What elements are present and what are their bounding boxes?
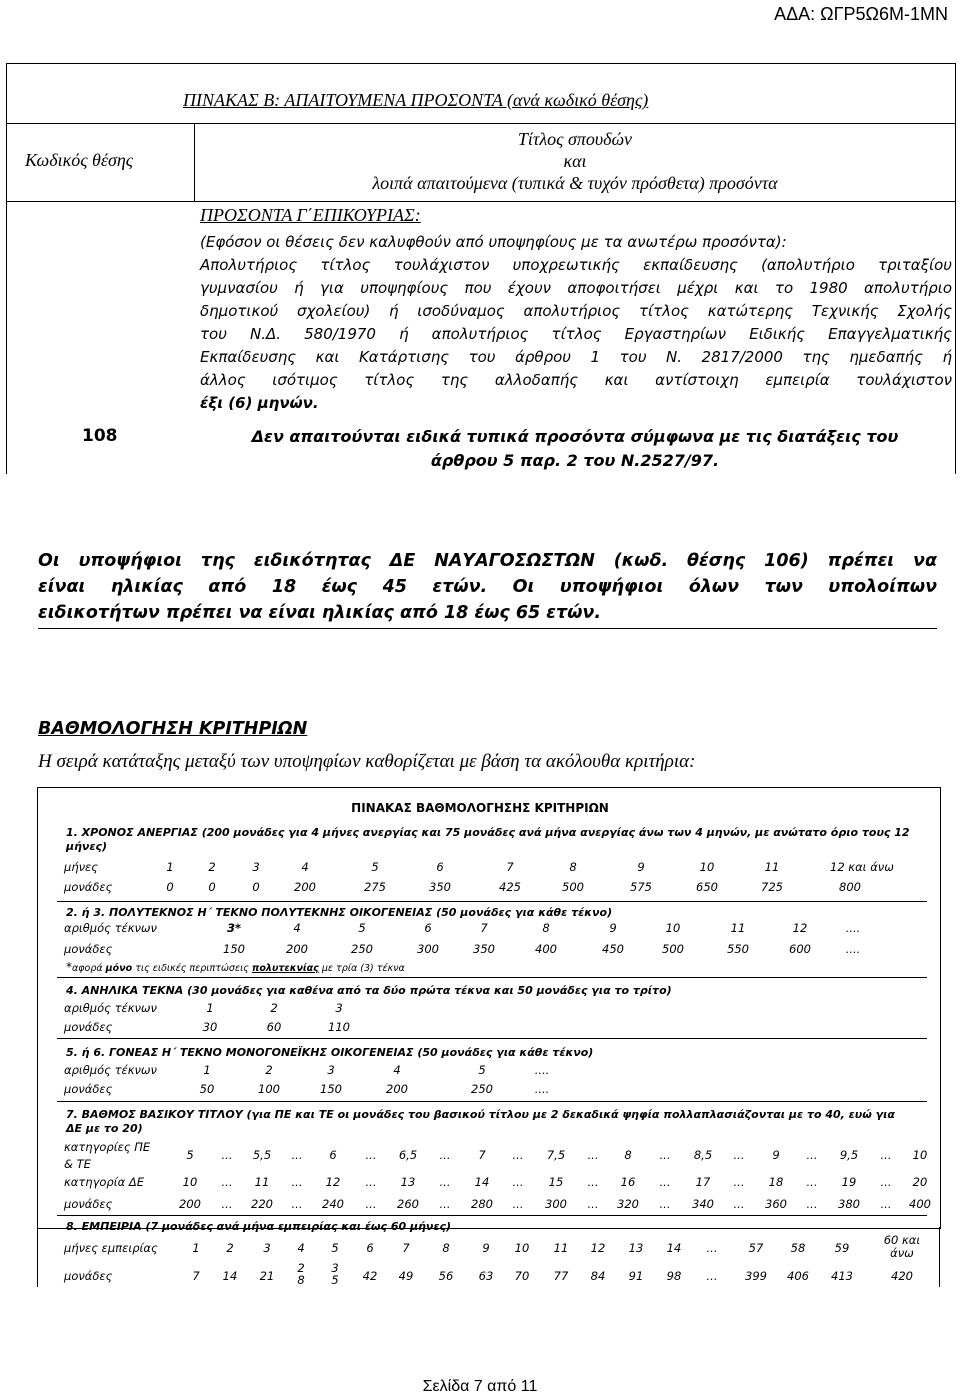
criterion-divider xyxy=(57,1215,927,1216)
age-note-line: είναι ηλικίας από 18 έως 45 ετών. Οι υποψήφιοι όλων των υπολοίπων xyxy=(38,577,937,597)
table-cell: 5 xyxy=(371,860,379,874)
table-cell: 4 xyxy=(297,1241,305,1255)
table-cell: 0 xyxy=(166,880,174,894)
table-cell: 60 και άνω xyxy=(883,1233,921,1260)
months-label: μήνες xyxy=(64,860,98,874)
table-cell: 150 xyxy=(320,1082,342,1096)
aux-line: άλλος ισότιμος τίτλος της αλλοδαπής και αντίστοιχη εμπειρία τουλάχιστον xyxy=(200,371,952,389)
table-cell: 10 xyxy=(514,1241,530,1255)
table-cell: 3 xyxy=(335,1001,343,1015)
table-cell: 63 xyxy=(478,1269,494,1283)
table-cell: ... xyxy=(439,1175,451,1189)
table-cell: 8 xyxy=(624,1148,632,1162)
table-cell: 650 xyxy=(696,880,718,894)
table-cell: 10 xyxy=(182,1175,198,1189)
table-cell: 1 xyxy=(203,1063,211,1077)
position-108-line: Δεν απαιτούνται ειδικά τυπικά προσόντα σύμφωνα με τις διατάξεις του xyxy=(251,427,899,446)
table-cell: ... xyxy=(659,1197,671,1211)
table-cell: 20 xyxy=(912,1175,928,1189)
table-cell: 8 xyxy=(542,921,550,935)
table-cell: 406 xyxy=(787,1269,809,1283)
table-cell: 5,5 xyxy=(252,1148,272,1162)
note-text: τις ειδικές περιπτώσεις xyxy=(132,963,252,974)
table-cell: 340 xyxy=(692,1197,714,1211)
table-cell: 13 xyxy=(628,1241,644,1255)
table-cell: 2 xyxy=(226,1241,234,1255)
table-cell: 7,5 xyxy=(546,1148,566,1162)
table-cell: .... xyxy=(845,942,861,956)
table-cell: 399 xyxy=(745,1269,767,1283)
children-label: αριθμός τέκνων xyxy=(64,1001,157,1015)
category-pe-label-cont: & ΤΕ xyxy=(64,1157,91,1171)
table-cell: ... xyxy=(512,1175,524,1189)
auxiliary-requirements xyxy=(200,231,952,415)
table-cell: 30 xyxy=(202,1020,218,1034)
criterion-divider xyxy=(57,901,927,902)
criterion-1-title: 1. ΧΡΟΝΟΣ ΑΝΕΡΓΙΑΣ (200 μονάδες για 4 μήνες ανεργίας και 75 μονάδες ανά μήνα ανεργίας άνω των 4 μηνών, με ανώτατο όριο τους 12 xyxy=(66,826,910,839)
table-cell: 5 xyxy=(358,921,366,935)
table-cell: 6 xyxy=(424,921,432,935)
criterion-7-title: 7. ΒΑΘΜΟΣ ΒΑΣΙΚΟΥ ΤΙΤΛΟΥ (για ΠΕ και ΤΕ οι μονάδες του βασικού τίτλου με 2 δεκαδικά ψηφία πολλαπλασιάζονται με το 40, ευώ για xyxy=(66,1108,895,1121)
table-cell: 7 xyxy=(506,860,514,874)
table-cell: 56 xyxy=(438,1269,454,1283)
table-cell: 2 xyxy=(265,1063,273,1077)
table-cell: ... xyxy=(806,1197,818,1211)
points-label: μονάδες xyxy=(64,1020,113,1034)
table-cell: 12 xyxy=(590,1241,606,1255)
table-cell: 0 xyxy=(208,880,216,894)
table-cell: ... xyxy=(587,1148,599,1162)
table-cell: ... xyxy=(291,1175,303,1189)
table-cell: ... xyxy=(221,1175,233,1189)
table-cell: 100 xyxy=(258,1082,280,1096)
table-left-edge xyxy=(37,1227,38,1287)
table-cell: 3 xyxy=(327,1063,335,1077)
criterion-8-title: 8. ΕΜΠΕΙΡΙΑ (7 μονάδες ανά μήνα εμπειρίας και έως 60 μήνες) xyxy=(66,1220,452,1233)
table-cell: 14 xyxy=(222,1269,238,1283)
criterion-1-title-cont: μήνες) xyxy=(66,840,108,853)
column-header-title xyxy=(195,128,955,194)
table-cell: ... xyxy=(733,1197,745,1211)
age-note-line: ειδικοτήτων πρέπει να είναι ηλικίας από 18 έως 65 ετών. xyxy=(38,603,601,623)
table-cell: 42 xyxy=(362,1269,378,1283)
table-cell: 5 xyxy=(478,1063,486,1077)
table-cell: 57 xyxy=(748,1241,764,1255)
criterion-4-title: 4. ΑΝΗΛΙΚΑ ΤΕΚΝΑ (30 μονάδες για καθένα από τα δύο πρώτα τέκνα και 50 μονάδες για το τρίτο) xyxy=(66,984,672,997)
table-cell: ... xyxy=(439,1148,451,1162)
table-cell: 2 8 xyxy=(297,1261,305,1287)
table-cell: 11 xyxy=(764,860,780,874)
table-cell: 550 xyxy=(727,942,749,956)
table-cell: 575 xyxy=(630,880,652,894)
table-divider xyxy=(6,123,956,124)
table-cell: 350 xyxy=(473,942,495,956)
table-cell: ... xyxy=(221,1197,233,1211)
note-text: αφορά xyxy=(72,963,106,974)
table-cell: 14 xyxy=(666,1241,682,1255)
table-cell: 7 xyxy=(402,1241,410,1255)
table-cell: 350 xyxy=(429,880,451,894)
table-cell: 21 xyxy=(259,1269,275,1283)
aux-line: δημοτικού σχολείου) ή ισοδύναμος απολυτήριος τίτλος κατώτερης Τεχνικής Σχολής xyxy=(200,302,952,320)
table-cell: .... xyxy=(534,1063,550,1077)
table-cell: 7 xyxy=(480,921,488,935)
table-cell: 3 5 xyxy=(331,1261,339,1287)
table-cell: 500 xyxy=(562,880,584,894)
table-cell: .... xyxy=(845,921,861,935)
aux-line: Απολυτήριος τίτλος τουλάχιστον υποχρεωτικής εκπαίδευσης (απολυτήριο τριταξίου xyxy=(200,256,952,274)
table-cell: 60 xyxy=(266,1020,282,1034)
table-cell: 4 xyxy=(393,1063,401,1077)
table-cell: 1 xyxy=(206,1001,214,1015)
table-cell: 280 xyxy=(471,1197,493,1211)
table-cell: 4 xyxy=(301,860,309,874)
table-cell: 58 xyxy=(790,1241,806,1255)
table-cell: 150 xyxy=(223,942,245,956)
table-cell: 250 xyxy=(351,942,373,956)
criterion-divider xyxy=(57,1101,927,1102)
table-cell: ... xyxy=(291,1197,303,1211)
table-cell: 11 xyxy=(730,921,746,935)
table-cell: 12 και άνω xyxy=(830,860,894,874)
table-cell: 9 xyxy=(772,1148,780,1162)
table-cell: 19 xyxy=(841,1175,857,1189)
points-label: μονάδες xyxy=(64,1082,113,1096)
table-cell: 11 xyxy=(553,1241,569,1255)
table-cell: 2 xyxy=(270,1001,278,1015)
table-cell: ... xyxy=(221,1148,233,1162)
table-cell: 9 xyxy=(637,860,645,874)
grading-table-title: ΠΙΝΑΚΑΣ ΒΑΘΜΟΛΟΓΗΣΗΣ ΚΡΙΤΗΡΙΩΝ xyxy=(351,801,609,815)
criterion-2-note xyxy=(66,960,405,974)
table-cell: 98 xyxy=(666,1269,682,1283)
children-label: αριθμός τέκνων xyxy=(64,1063,157,1077)
note-asterisk: * xyxy=(66,960,72,974)
table-cell: 400 xyxy=(909,1197,931,1211)
table-cell: 12 xyxy=(325,1175,341,1189)
table-cell: 6 xyxy=(436,860,444,874)
auxiliary-heading: ΠΡΟΣΟΝΤΑ Γ΄ΕΠΙΚΟΥΡΙΑΣ: xyxy=(200,205,421,225)
table-cell: 275 xyxy=(364,880,386,894)
column-header-title-line: λοιπά απαιτούμενα (τυπικά & τυχόν πρόσθετα) προσόντα xyxy=(372,173,778,193)
table-cell: 9,5 xyxy=(839,1148,859,1162)
table-cell: ... xyxy=(365,1148,377,1162)
table-cell: ... xyxy=(659,1175,671,1189)
category-pe-label: κατηγορίες ΠΕ xyxy=(64,1140,151,1154)
table-cell: 6,5 xyxy=(398,1148,418,1162)
position-108-requirements xyxy=(195,425,955,473)
table-cell: 360 xyxy=(765,1197,787,1211)
table-cell: 200 xyxy=(286,942,308,956)
document-code: ΑΔΑ: ΩΓΡ5Ω6Μ-1ΜΝ xyxy=(774,4,948,24)
table-cell: 300 xyxy=(545,1197,567,1211)
aux-line: έξι (6) μηνών. xyxy=(200,394,319,412)
table-cell: ... xyxy=(733,1148,745,1162)
table-cell: ... xyxy=(806,1148,818,1162)
grading-heading: ΒΑΘΜΟΛΟΓΗΣΗ ΚΡΙΤΗΡΙΩΝ xyxy=(38,719,308,739)
points-label: μονάδες xyxy=(64,1269,113,1283)
table-cell: 5 xyxy=(331,1241,339,1255)
table-cell: 3 xyxy=(252,860,260,874)
table-cell: ... xyxy=(806,1175,818,1189)
table-cell: ... xyxy=(439,1197,451,1211)
table-cell: 16 xyxy=(620,1175,636,1189)
table-cell: 200 xyxy=(179,1197,201,1211)
table-cell: 10 xyxy=(699,860,715,874)
table-cell: 5 xyxy=(186,1148,194,1162)
table-cell: 10 xyxy=(912,1148,928,1162)
table-cell: 7 xyxy=(478,1148,486,1162)
table-cell: 12 xyxy=(792,921,808,935)
points-label: μονάδες xyxy=(64,942,113,956)
age-note-line: Οι υποψήφιοι της ειδικότητας ΔΕ ΝΑΥΑΓΟΣΩΣΤΩΝ (κωδ. θέσης 106) πρέπει να xyxy=(38,551,937,571)
criterion-divider xyxy=(57,1038,927,1039)
table-cell: .... xyxy=(534,1082,550,1096)
table-cell: ... xyxy=(365,1175,377,1189)
table-cell: ... xyxy=(365,1197,377,1211)
table-cell: 10 xyxy=(665,921,681,935)
position-code-108: 108 xyxy=(82,426,118,446)
table-cell: ... xyxy=(880,1175,892,1189)
table-cell: 91 xyxy=(628,1269,644,1283)
note-text: πολυτεκνίας xyxy=(251,963,319,974)
table-cell: 3 xyxy=(263,1241,271,1255)
grading-intro: Η σειρά κατάταξης μεταξύ των υποψηφίων καθορίζεται με βάση τα ακόλουθα κριτήρια: xyxy=(38,751,696,772)
table-cell: 1 xyxy=(192,1241,200,1255)
table-cell: 260 xyxy=(397,1197,419,1211)
table-cell: 600 xyxy=(789,942,811,956)
table-divider xyxy=(6,201,956,202)
table-cell: 3* xyxy=(226,921,241,935)
table-cell: 1 xyxy=(166,860,174,874)
table-b-title: ΠΙΝΑΚΑΣ Β: ΑΠΑΙΤΟΥΜΕΝΑ ΠΡΟΣΟΝΤΑ (ανά κωδικό θέσης) xyxy=(183,90,649,110)
table-cell: 725 xyxy=(761,880,783,894)
table-cell: 13 xyxy=(400,1175,416,1189)
table-cell: ... xyxy=(587,1175,599,1189)
table-cell: 17 xyxy=(695,1175,711,1189)
table-cell: 77 xyxy=(553,1269,569,1283)
table-cell: 0 xyxy=(252,880,260,894)
table-cell: ... xyxy=(659,1148,671,1162)
table-cell: 70 xyxy=(514,1269,530,1283)
aux-line: γυμνασίου ή για υποψηφίους που έχουν αποφοιτήσει μέχρι και το 1980 απολυτήριο xyxy=(200,279,952,297)
table-cell: ... xyxy=(880,1197,892,1211)
table-cell: 240 xyxy=(322,1197,344,1211)
table-cell: ... xyxy=(587,1197,599,1211)
table-cell: ... xyxy=(512,1148,524,1162)
table-cell: ... xyxy=(880,1148,892,1162)
table-cell: 320 xyxy=(617,1197,639,1211)
column-header-title-line: και xyxy=(563,151,587,171)
table-right-edge xyxy=(939,1227,940,1287)
column-header-title-line: Τίτλος σπουδών xyxy=(517,129,633,149)
grading-criteria-table xyxy=(37,787,941,1229)
table-cell: 49 xyxy=(398,1269,414,1283)
table-cell: 300 xyxy=(417,942,439,956)
table-cell: ... xyxy=(291,1148,303,1162)
aux-line: του Ν.Δ. 580/1970 ή απολυτήριος τίτλος Εργαστηρίων Ειδικής Επαγγελματικής xyxy=(200,325,952,343)
table-cell: 420 xyxy=(891,1269,913,1283)
children-label: αριθμός τέκνων xyxy=(64,921,157,935)
table-cell: 14 xyxy=(474,1175,490,1189)
points-label: μονάδες xyxy=(64,880,113,894)
table-cell: ... xyxy=(706,1269,718,1283)
table-cell: ... xyxy=(512,1197,524,1211)
category-de-label: κατηγορία ΔΕ xyxy=(64,1175,144,1189)
table-cell: 8 xyxy=(569,860,577,874)
experience-months-label: μήνες εμπειρίας xyxy=(64,1241,158,1255)
table-cell: 413 xyxy=(831,1269,853,1283)
table-cell: 9 xyxy=(609,921,617,935)
table-cell: 8,5 xyxy=(693,1148,713,1162)
table-cell: 250 xyxy=(471,1082,493,1096)
note-text: μόνο xyxy=(105,963,133,974)
table-cell: 6 xyxy=(366,1241,374,1255)
criterion-2-title: 2. ή 3. ΠΟΛΥΤΕΚΝΟΣ Η΄ ΤΕΚΝΟ ΠΟΛΥΤΕΚΝΗΣ ΟΙΚΟΓΕΝΕΙΑΣ (50 μονάδες για κάθε τέκνο) xyxy=(66,906,613,919)
table-cell: 15 xyxy=(548,1175,564,1189)
table-cell: 8 xyxy=(442,1241,450,1255)
table-cell: 110 xyxy=(328,1020,350,1034)
table-cell: 450 xyxy=(602,942,624,956)
table-cell: 380 xyxy=(838,1197,860,1211)
criterion-7-title-cont: ΔΕ με το 20) xyxy=(66,1122,143,1135)
table-cell: 11 xyxy=(254,1175,270,1189)
criterion-divider xyxy=(57,977,927,978)
table-cell: 7 xyxy=(192,1269,200,1283)
table-cell: ... xyxy=(733,1175,745,1189)
aux-line: (Εφόσον οι θέσεις δεν καλυφθούν από υποψηφίους με τα ανωτέρω προσόντα): xyxy=(200,233,787,251)
table-cell: 9 xyxy=(482,1241,490,1255)
table-cell: 2 xyxy=(208,860,216,874)
criterion-5-title: 5. ή 6. ΓΟΝΕΑΣ Η΄ ΤΕΚΝΟ ΜΟΝΟΓΟΝΕΪΚΗΣ ΟΙΚΟΓΕΝΕΙΑΣ (50 μονάδες για κάθε τέκνο) xyxy=(66,1046,594,1059)
aux-line: Εκπαίδευσης και Κατάρτισης του άρθρου 1 του Ν. 2817/2000 της ημεδαπής ή xyxy=(200,348,952,366)
points-label: μονάδες xyxy=(64,1197,113,1211)
table-cell: 200 xyxy=(294,880,316,894)
table-cell: 400 xyxy=(535,942,557,956)
age-note xyxy=(38,548,937,629)
column-header-code: Κωδικός θέσης xyxy=(25,150,134,170)
table-cell: 500 xyxy=(662,942,684,956)
table-cell: 59 xyxy=(834,1241,850,1255)
page-number: Σελίδα 7 από 11 xyxy=(422,1378,538,1395)
table-cell: 800 xyxy=(839,880,861,894)
table-cell: 18 xyxy=(768,1175,784,1189)
table-cell: 220 xyxy=(251,1197,273,1211)
table-cell: 50 xyxy=(199,1082,215,1096)
table-cell: 425 xyxy=(499,880,521,894)
table-cell: 4 xyxy=(293,921,301,935)
table-cell: ... xyxy=(706,1241,718,1255)
note-text: με τρία (3) τέκνα xyxy=(318,963,405,974)
position-108-line: άρθρου 5 παρ. 2 του Ν.2527/97. xyxy=(430,451,720,470)
table-cell: 6 xyxy=(329,1148,337,1162)
table-cell: 200 xyxy=(386,1082,408,1096)
table-cell: 84 xyxy=(590,1269,606,1283)
